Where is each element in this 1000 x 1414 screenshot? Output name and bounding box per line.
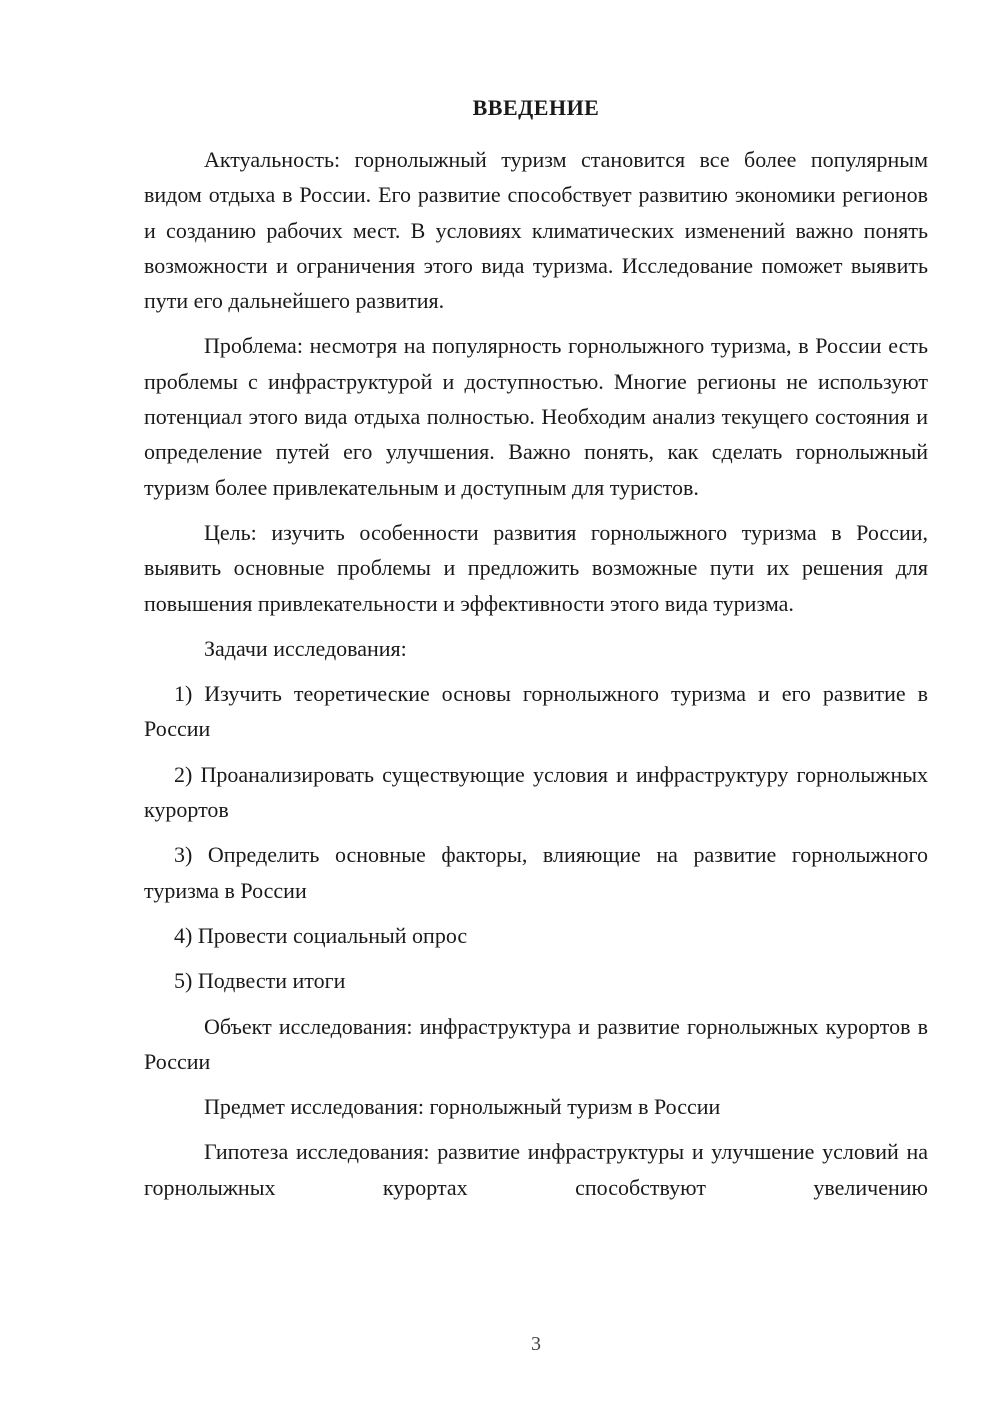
paragraph-problem: Проблема: несмотря на популярность горнолыжного туризма, в России есть проблемы с инфраструктурой и доступностью. Многие регионы не используют потенциал этого вида отдыха полностью. Необходим анализ текущего состояния и определение путей его улучшения. Важно понять, как сделать горнолыжный туризм более привлекательным и доступным для туристов.	[144, 333, 928, 500]
task-item-4: 4) Провести социальный опрос	[174, 922, 468, 948]
paragraph-tasks-heading: Задачи исследования:	[204, 635, 407, 661]
task-item-5: 5) Подвести итоги	[174, 968, 346, 994]
paragraph-hypothesis: Гипотеза исследования: развитие инфраструктуры и улучшение условий на горнолыжных курортах способствуют увеличению	[144, 1139, 928, 1200]
paragraph-subject: Предмет исследования: горнолыжный туризм в России	[204, 1094, 721, 1120]
task-item-3: 3) Определить основные факторы, влияющие на развитие горнолыжного туризма в России	[144, 842, 928, 903]
document-body	[144, 142, 928, 1215]
page-number: 3	[531, 1333, 541, 1355]
document-heading: ВВЕДЕНИЕ	[472, 95, 600, 120]
paragraph-relevance: Актуальность: горнолыжный туризм становится все более популярным видом отдыха в России. Его развитие способствует развитию экономики регионов и созданию рабочих мест. В условиях климатических изменений важно понять возможности и ограничения этого вида туризма. Исследование поможет выявить пути его дальнейшего развития.	[144, 147, 928, 314]
paragraph-object: Объект исследования: инфраструктура и развитие горнолыжных курортов в России	[144, 1013, 928, 1074]
task-item-1: 1) Изучить теоретические основы горнолыжного туризма и его развитие в России	[144, 681, 928, 742]
paragraph-goal: Цель: изучить особенности развития горнолыжного туризма в России, выявить основные проблемы и предложить возможные пути их решения для повышения привлекательности и эффективности этого вида туризма.	[144, 519, 928, 616]
task-item-2: 2) Проанализировать существующие условия и инфраструктуру горнолыжных курортов	[144, 761, 928, 823]
